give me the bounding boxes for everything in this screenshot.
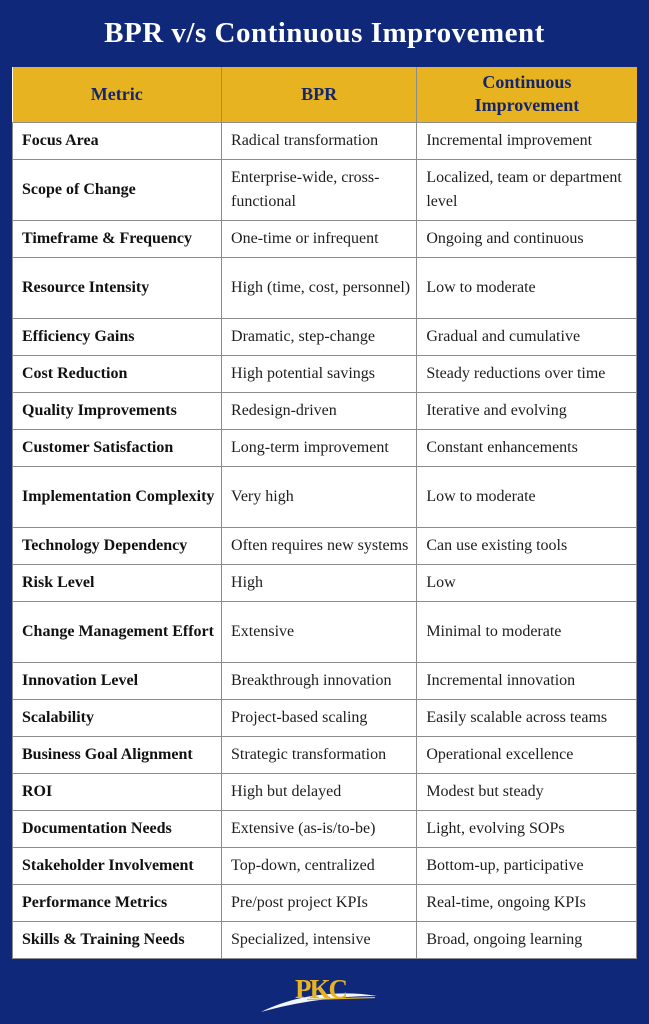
footer — [0, 959, 649, 1024]
table-row — [13, 122, 637, 159]
table-row — [13, 699, 637, 736]
column-header-continuous-improvement-label: Continuous Improvement — [474, 72, 580, 116]
table-row — [13, 564, 637, 601]
table-row — [13, 429, 637, 466]
table-row — [13, 527, 637, 564]
bpr-cell: High potential savings — [222, 355, 417, 392]
metric-cell: Performance Metrics — [13, 884, 222, 921]
header-row — [13, 67, 637, 122]
bpr-cell: Long-term improvement — [222, 429, 417, 466]
table-row — [13, 736, 637, 773]
table-header — [13, 67, 637, 122]
continuous-improvement-cell: Localized, team or department level — [417, 159, 637, 220]
metric-cell: Technology Dependency — [13, 527, 222, 564]
comparison-table — [12, 67, 637, 959]
continuous-improvement-cell: Gradual and cumulative — [417, 318, 637, 355]
metric-cell: Documentation Needs — [13, 810, 222, 847]
metric-cell: Business Goal Alignment — [13, 736, 222, 773]
table-row — [13, 810, 637, 847]
continuous-improvement-cell: Low to moderate — [417, 466, 637, 527]
table-body — [13, 122, 637, 958]
table-row — [13, 601, 637, 662]
column-header-metric-label: Metric — [90, 83, 143, 104]
metric-cell: ROI — [13, 773, 222, 810]
table-row — [13, 466, 637, 527]
continuous-improvement-cell: Incremental innovation — [417, 662, 637, 699]
continuous-improvement-cell: Constant enhancements — [417, 429, 637, 466]
bpr-cell: High — [222, 564, 417, 601]
continuous-improvement-cell: Iterative and evolving — [417, 392, 637, 429]
bpr-cell: High but delayed — [222, 773, 417, 810]
bpr-cell: Extensive — [222, 601, 417, 662]
continuous-improvement-cell: Steady reductions over time — [417, 355, 637, 392]
bpr-cell: Strategic transformation — [222, 736, 417, 773]
continuous-improvement-cell: Incremental improvement — [417, 122, 637, 159]
metric-cell: Resource Intensity — [13, 257, 222, 318]
continuous-improvement-cell: Minimal to moderate — [417, 601, 637, 662]
column-header-metric — [13, 67, 222, 122]
metric-cell: Risk Level — [13, 564, 222, 601]
table-row — [13, 318, 637, 355]
table-row — [13, 392, 637, 429]
table-row — [13, 921, 637, 958]
table-row — [13, 662, 637, 699]
metric-cell: Stakeholder Involvement — [13, 847, 222, 884]
table-row — [13, 355, 637, 392]
column-header-bpr-label: BPR — [301, 83, 338, 104]
title-bar — [0, 0, 649, 67]
continuous-improvement-cell: Ongoing and continuous — [417, 220, 637, 257]
table-row — [13, 847, 637, 884]
pkc-logo — [255, 969, 395, 1013]
bpr-cell: Very high — [222, 466, 417, 527]
bpr-cell: Dramatic, step-change — [222, 318, 417, 355]
table-row — [13, 159, 637, 220]
metric-cell: Change Management Effort — [13, 601, 222, 662]
continuous-improvement-cell: Light, evolving SOPs — [417, 810, 637, 847]
bpr-cell: Extensive (as-is/to-be) — [222, 810, 417, 847]
continuous-improvement-cell: Modest but steady — [417, 773, 637, 810]
pkc-logo-graphic — [255, 969, 395, 1013]
bpr-cell: Often requires new systems — [222, 527, 417, 564]
continuous-improvement-cell: Easily scalable across teams — [417, 699, 637, 736]
metric-cell: Scope of Change — [13, 159, 222, 220]
table-row — [13, 773, 637, 810]
metric-cell: Focus Area — [13, 122, 222, 159]
bpr-cell: One-time or infrequent — [222, 220, 417, 257]
continuous-improvement-cell: Real-time, ongoing KPIs — [417, 884, 637, 921]
bpr-cell: Enterprise-wide, cross-functional — [222, 159, 417, 220]
metric-cell: Innovation Level — [13, 662, 222, 699]
page-title: BPR v/s Continuous Improvement — [104, 17, 545, 49]
continuous-improvement-cell: Bottom-up, participative — [417, 847, 637, 884]
table-row — [13, 220, 637, 257]
bpr-cell: Specialized, intensive — [222, 921, 417, 958]
bpr-cell: Breakthrough innovation — [222, 662, 417, 699]
table-row — [13, 257, 637, 318]
metric-cell: Efficiency Gains — [13, 318, 222, 355]
bpr-cell: Pre/post project KPIs — [222, 884, 417, 921]
continuous-improvement-cell: Low to moderate — [417, 257, 637, 318]
logo-text: PKC — [294, 974, 346, 1005]
bpr-cell: Redesign-driven — [222, 392, 417, 429]
continuous-improvement-cell: Operational excellence — [417, 736, 637, 773]
metric-cell: Timeframe & Frequency — [13, 220, 222, 257]
bpr-cell: High (time, cost, personnel) — [222, 257, 417, 318]
bpr-cell: Project-based scaling — [222, 699, 417, 736]
bpr-cell: Top-down, centralized — [222, 847, 417, 884]
metric-cell: Skills & Training Needs — [13, 921, 222, 958]
metric-cell: Scalability — [13, 699, 222, 736]
column-header-continuous-improvement — [417, 67, 637, 122]
metric-cell: Customer Satisfaction — [13, 429, 222, 466]
continuous-improvement-cell: Broad, ongoing learning — [417, 921, 637, 958]
continuous-improvement-cell: Can use existing tools — [417, 527, 637, 564]
continuous-improvement-cell: Low — [417, 564, 637, 601]
metric-cell: Cost Reduction — [13, 355, 222, 392]
bpr-cell: Radical transformation — [222, 122, 417, 159]
metric-cell: Implementation Complexity — [13, 466, 222, 527]
column-header-bpr — [222, 67, 417, 122]
table-row — [13, 884, 637, 921]
metric-cell: Quality Improvements — [13, 392, 222, 429]
